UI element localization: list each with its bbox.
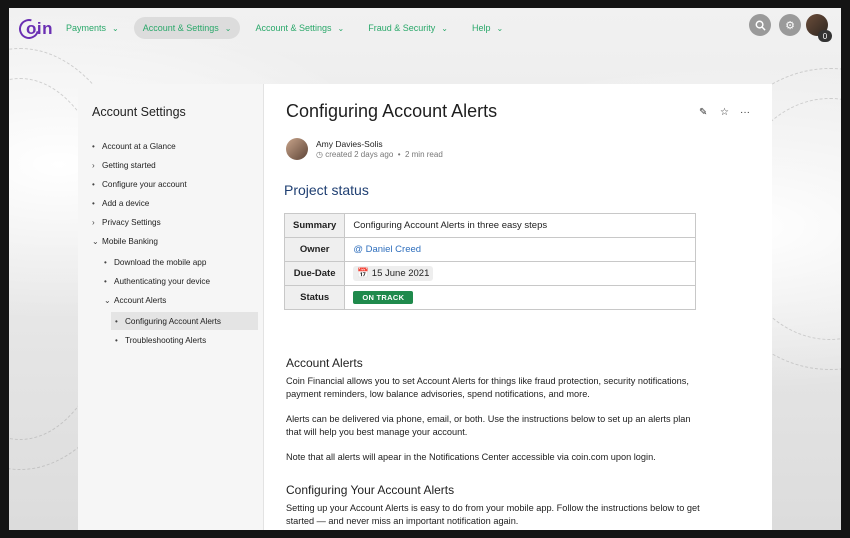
search-icon <box>755 20 766 31</box>
status-badge: ON TRACK <box>353 291 413 304</box>
due-date-cell <box>345 262 696 286</box>
notification-badge: 0 <box>818 30 832 42</box>
read-time: 2 min read <box>404 150 443 159</box>
sidebar-item-label: Download the mobile app <box>114 257 207 267</box>
sidebar-item-label: Getting started <box>102 160 156 170</box>
article-meta: ◷ created 2 days ago • 2 min read <box>316 150 443 159</box>
author-name: Amy Davies-Solis <box>316 139 383 149</box>
nav-fraud-security[interactable] <box>359 17 457 39</box>
bullet-icon: • <box>115 316 118 326</box>
page-title: Configuring Account Alerts <box>286 101 498 121</box>
nav-account-settings-active[interactable] <box>134 17 241 39</box>
sidebar-item-label: Account at a Glance <box>102 141 176 151</box>
top-navigation-bar <box>9 8 841 48</box>
sidebar-item-account-at-a-glance[interactable] <box>92 137 176 155</box>
edit-pencil-icon[interactable]: ✎ <box>699 107 708 118</box>
summary-value: Configuring Account Alerts in three easy steps <box>345 214 696 238</box>
chevron-down-icon: ⌄ <box>92 236 99 246</box>
nav-help[interactable] <box>463 17 512 39</box>
sidebar-item-privacy-settings[interactable] <box>92 213 161 231</box>
status-label: Status <box>285 286 345 310</box>
sidebar-item-label: Mobile Banking <box>102 236 158 246</box>
logo-text: oin <box>26 19 53 38</box>
chevron-right-icon: › <box>92 217 95 227</box>
sidebar-item-label: Troubleshooting Alerts <box>125 335 207 345</box>
configuring-alerts-heading: Configuring Your Account Alerts <box>286 483 455 497</box>
chevron-down-icon: ⌄ <box>112 23 119 33</box>
bullet-icon: • <box>92 141 95 151</box>
clock-icon: ◷ <box>316 150 323 159</box>
project-status-heading: Project status <box>284 182 369 198</box>
nav-label: Account & Settings <box>255 23 332 33</box>
nav-label: Account & Settings <box>142 23 219 33</box>
due-date-value: 15 June 2021 <box>371 268 430 279</box>
owner-mention[interactable]: @ Daniel Creed <box>353 244 422 255</box>
sidebar-item-account-alerts[interactable] <box>104 291 166 309</box>
settings-button[interactable] <box>779 14 801 36</box>
sidebar-item-download-app[interactable] <box>104 253 206 271</box>
owner-cell <box>345 238 696 262</box>
table-row <box>285 286 696 310</box>
status-table <box>284 213 696 310</box>
account-alerts-heading: Account Alerts <box>286 356 363 370</box>
coin-logo[interactable] <box>19 16 53 42</box>
summary-label: Summary <box>285 214 345 238</box>
sidebar-item-authenticating-device[interactable] <box>104 272 210 290</box>
chevron-right-icon: › <box>92 160 95 170</box>
chevron-down-icon: ⌄ <box>337 23 345 33</box>
sidebar-item-getting-started[interactable] <box>92 156 156 174</box>
bullet-icon: • <box>104 276 107 286</box>
paragraph-3: Note that all alerts will apear in the Notifications Center accessible via coin.com upon login. <box>286 452 656 462</box>
sidebar <box>78 84 264 530</box>
article-content <box>264 84 772 530</box>
owner-label: Owner <box>285 238 345 262</box>
table-row <box>285 262 696 286</box>
bullet-icon: • <box>92 198 95 208</box>
sidebar-item-label: Privacy Settings <box>102 217 161 227</box>
calendar-icon: 📅 <box>357 268 370 279</box>
chevron-down-icon: ⌄ <box>104 295 111 305</box>
nav-label: Fraud & Security <box>368 23 436 33</box>
bullet-icon: • <box>92 179 95 189</box>
nav-label: Help <box>471 23 491 33</box>
sidebar-item-troubleshooting-alerts[interactable] <box>115 331 206 349</box>
nav-account-settings[interactable] <box>246 17 353 39</box>
sidebar-item-add-device[interactable] <box>92 194 149 212</box>
main-nav <box>57 17 512 39</box>
chevron-down-icon: ⌄ <box>441 23 448 33</box>
paragraph-1: Coin Financial allows you to set Account Alerts for things like fraud protection, security notifications, payment reminders, low balance advisories, spend notifications, and more. <box>286 376 689 399</box>
sidebar-item-label: Configuring Account Alerts <box>125 316 222 326</box>
author-avatar <box>286 138 308 160</box>
paragraph-4: Setting up your Account Alerts is easy to do from your mobile app. Follow the instructions below to get started — and never miss an important notification again. <box>286 503 700 526</box>
sidebar-item-configure-account[interactable] <box>92 175 187 193</box>
due-date-label: Due-Date <box>285 262 345 286</box>
date-chip[interactable] <box>353 266 433 281</box>
sidebar-item-configuring-alerts[interactable] <box>111 312 258 330</box>
sidebar-item-label: Authenticating your device <box>114 276 211 286</box>
chevron-down-icon: ⌄ <box>496 23 504 33</box>
sidebar-item-mobile-banking[interactable] <box>92 232 158 250</box>
table-row <box>285 214 696 238</box>
created-time: created 2 days ago <box>325 150 394 159</box>
table-row <box>285 238 696 262</box>
app-window <box>9 8 841 530</box>
bullet-icon: • <box>115 335 118 345</box>
bullet-icon: • <box>104 257 107 267</box>
sidebar-item-label: Add a device <box>102 198 150 208</box>
gear-icon: ⚙ <box>785 19 795 32</box>
sidebar-item-label: Configure your account <box>102 179 187 189</box>
more-options-icon[interactable]: ··· <box>740 107 750 118</box>
nav-payments[interactable] <box>57 17 128 39</box>
sidebar-title: Account Settings <box>92 105 186 119</box>
status-cell <box>345 286 696 310</box>
chevron-down-icon: ⌄ <box>224 23 232 33</box>
search-button[interactable] <box>749 14 771 36</box>
sidebar-item-label: Account Alerts <box>114 295 167 305</box>
nav-label: Payments <box>66 23 107 33</box>
paragraph-2: Alerts can be delivered via phone, email, or both. Use the instructions below to set up an alerts plan that will help you best manage your account. <box>286 414 691 437</box>
star-icon[interactable]: ☆ <box>720 107 729 118</box>
